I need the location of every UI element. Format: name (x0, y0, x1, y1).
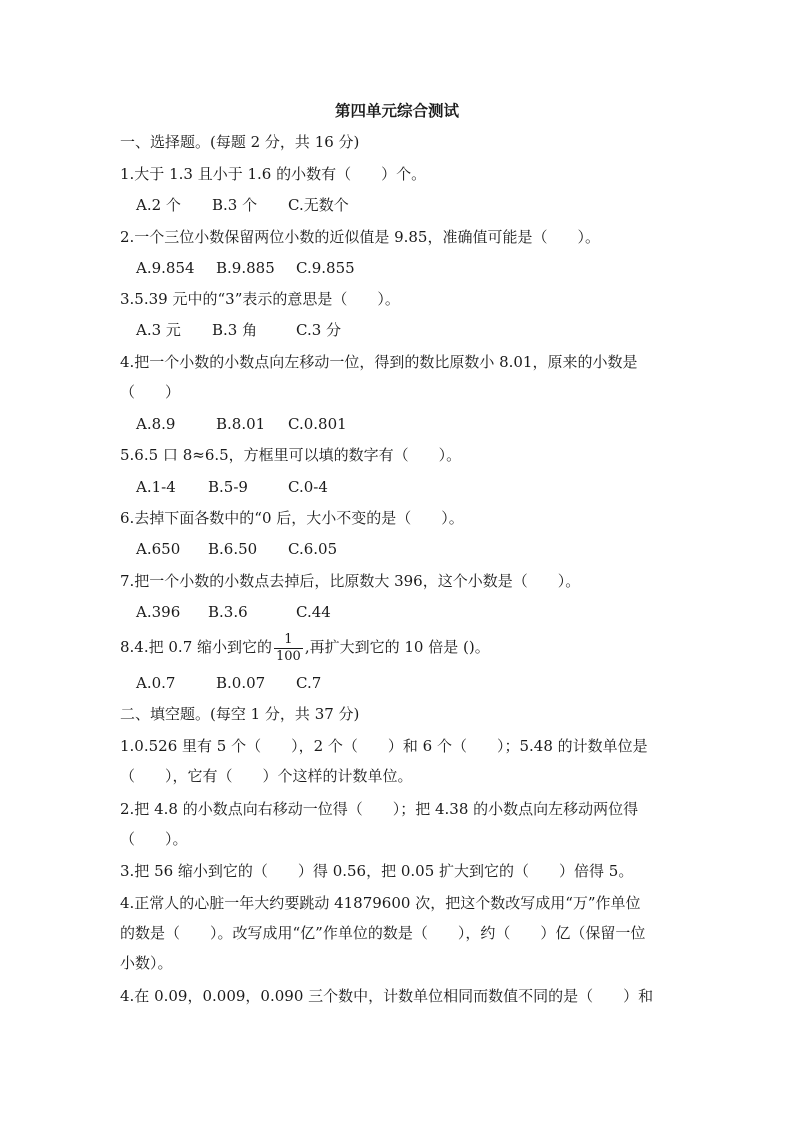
option-b: B.8.01 (216, 415, 266, 433)
question-8-after: ,再扩大到它的 10 倍是 ()。 (304, 638, 490, 656)
question-1-options (136, 190, 349, 220)
fill-4-cont: 的数是（ ）。改写成用“亿”作单位的数是（ ），约（ ）亿（保留一位 (120, 924, 646, 942)
option-a: A.3 元 (136, 321, 181, 339)
question-8-before: 8.4.把 0.7 缩小到它的 (120, 638, 273, 656)
option-a: A.9.854 (136, 259, 195, 277)
question-8-options (136, 668, 321, 698)
option-c: C.44 (296, 603, 331, 621)
section-heading-fill: 二、填空题。(每空 1 分，共 37 分) (120, 705, 360, 723)
question-7: 7.把一个小数的小数点去掉后，比原数大 396，这个小数是（ ）。 (120, 572, 581, 590)
question-2-options (136, 253, 355, 283)
fraction (274, 632, 303, 665)
option-c: C.无数个 (288, 196, 349, 214)
fill-1: 1.0.526 里有 5 个（ ），2 个（ ）和 6 个（ ）；5.48 的计数单位是 (120, 737, 648, 755)
option-a: A.1-4 (136, 478, 176, 496)
question-2: 2.一个三位小数保留两位小数的近似值是 9.85，准确值可能是（ ）。 (120, 228, 600, 246)
fraction-denominator: 100 (276, 648, 301, 664)
question-3-options (136, 315, 341, 345)
option-c: C.0-4 (288, 478, 328, 496)
question-5: 5.6.5 口 8≈6.5，方框里可以填的数字有（ ）。 (120, 446, 462, 464)
page-title: 第四单元综合测试 (334, 101, 459, 120)
fill-1-cont: （ ），它有（ ）个这样的计数单位。 (120, 767, 413, 785)
fraction-numerator: 1 (274, 632, 303, 649)
question-6: 6.去掉下面各数中的“0 后，大小不变的是（ ）。 (120, 509, 464, 527)
question-5-options (136, 472, 328, 502)
question-4: 4.把一个小数的小数点向左移动一位，得到的数比原数小 8.01，原来的小数是 (120, 353, 638, 371)
option-a: A.396 (136, 603, 181, 621)
fill-5: 4.在 0.09，0.009，0.090 三个数中，计数单位相同而数值不同的是（ ）和 (120, 987, 654, 1005)
option-a: A.0.7 (136, 674, 176, 692)
section-heading-choice: 一、选择题。(每题 2 分，共 16 分) (120, 133, 360, 151)
option-b: B.9.885 (216, 259, 275, 277)
question-7-options (136, 597, 331, 627)
question-3: 3.5.39 元中的“3”表示的意思是（ ）。 (120, 290, 400, 308)
option-b: B.5-9 (208, 478, 248, 496)
question-8 (120, 629, 680, 665)
option-b: B.6.50 (208, 540, 258, 558)
option-b: B.0.07 (216, 674, 266, 692)
option-b: B.3 个 (212, 196, 258, 214)
option-a: A.650 (136, 540, 181, 558)
option-c: C.0.801 (288, 415, 347, 433)
question-4-options (136, 409, 347, 439)
option-a: A.8.9 (136, 415, 176, 433)
option-c: C.9.855 (296, 259, 355, 277)
fill-4: 4.正常人的心脏一年大约要跳动 41879600 次，把这个数改写成用“万”作单位 (120, 894, 641, 912)
question-4-cont: （ ） (120, 383, 181, 401)
fill-2-cont: （ ）。 (120, 830, 188, 848)
question-1: 1.大于 1.3 且小于 1.6 的小数有（ ）个。 (120, 165, 427, 183)
fill-2: 2.把 4.8 的小数点向右移动一位得（ ）；把 4.38 的小数点向左移动两位得 (120, 800, 639, 818)
question-6-options (136, 534, 337, 564)
option-c: C.6.05 (288, 540, 338, 558)
fill-4-cont2: 小数）。 (120, 954, 173, 972)
option-c: C.7 (296, 674, 322, 692)
fill-3: 3.把 56 缩小到它的（ ）得 0.56，把 0.05 扩大到它的（ ）倍得 5。 (120, 862, 634, 880)
option-b: B.3.6 (208, 603, 248, 621)
option-c: C.3 分 (296, 321, 342, 339)
option-a: A.2 个 (136, 196, 181, 214)
option-b: B.3 角 (212, 321, 258, 339)
